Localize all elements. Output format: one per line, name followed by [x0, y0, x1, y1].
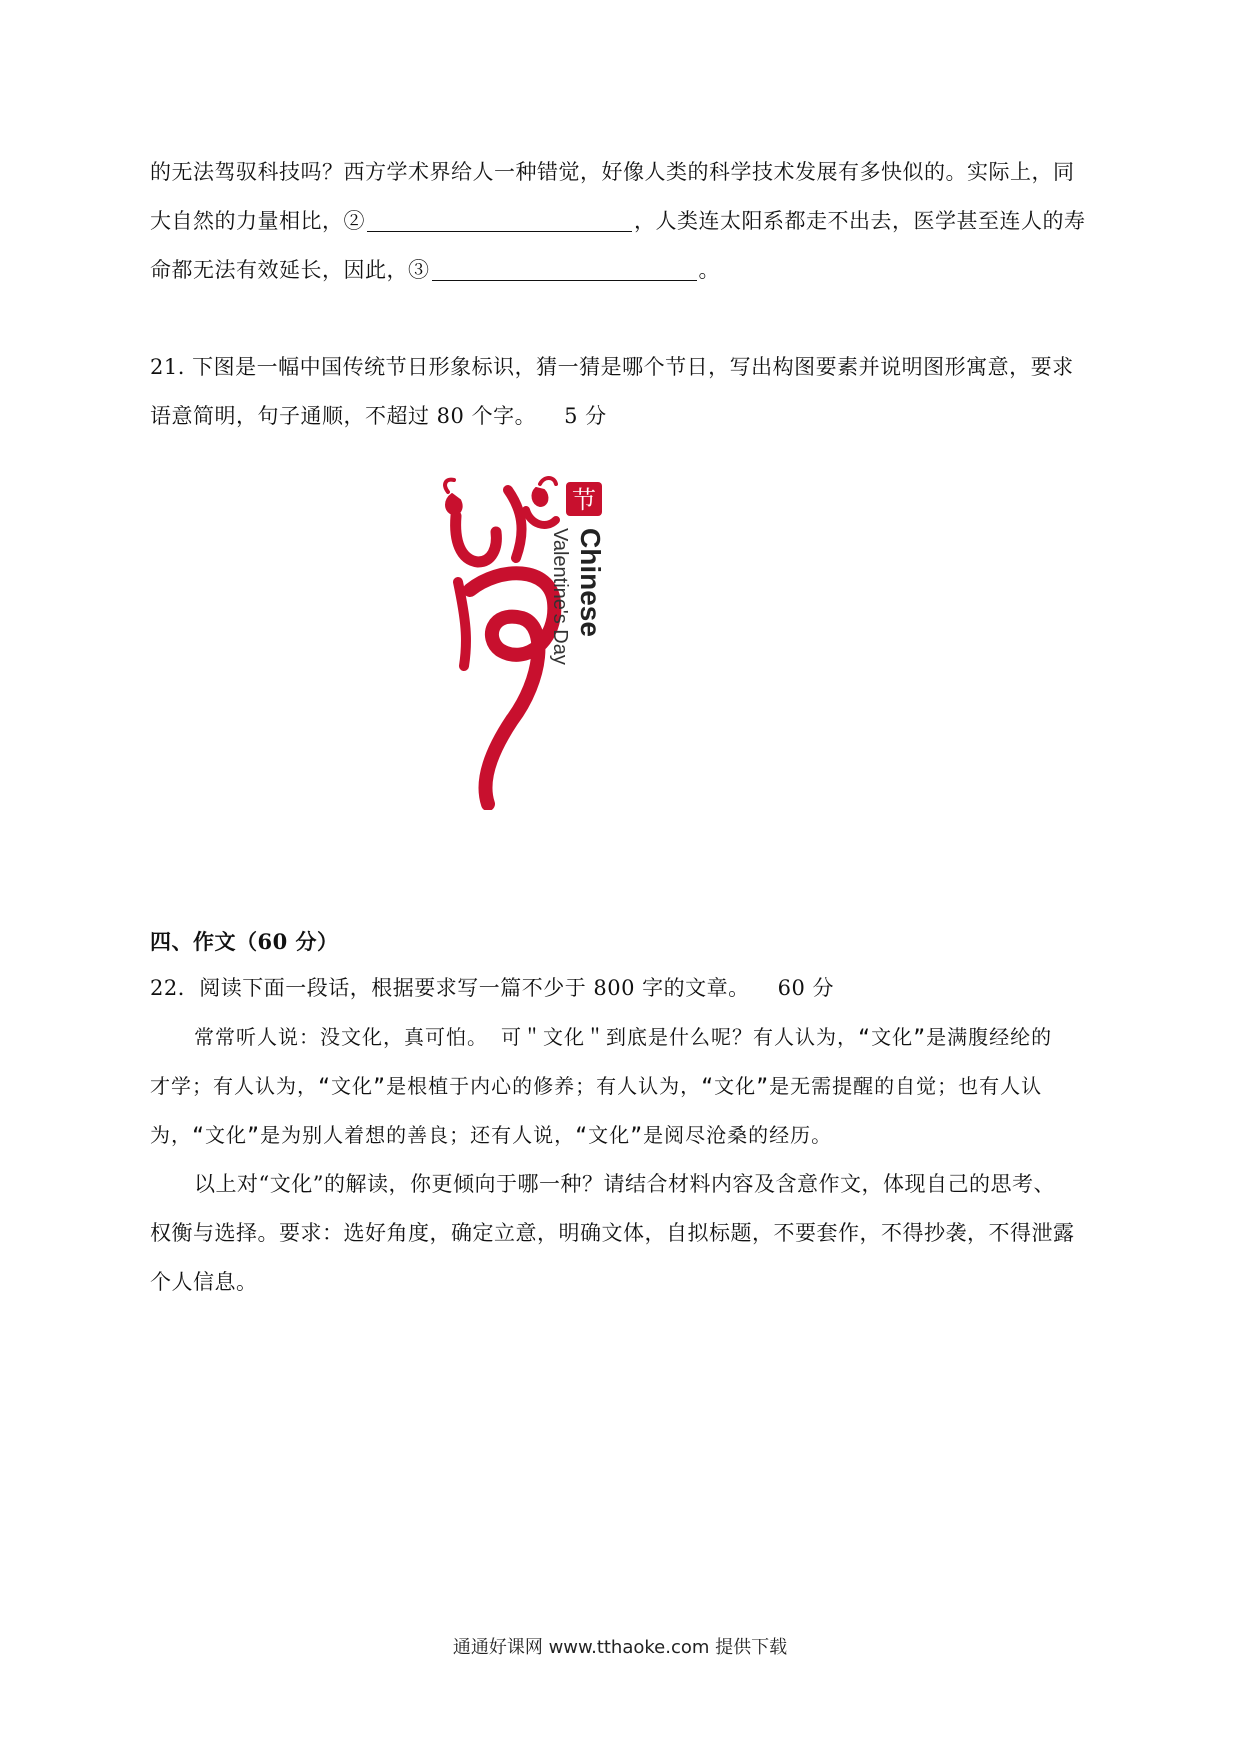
- continuation-line-1: 的无法驾驭科技吗？西方学术界给人一种错觉，好像人类的科学技术发展有多快似的。实际上，同: [150, 160, 1075, 184]
- continuation-line-3: [150, 246, 1100, 295]
- continuation-line-3-start: 命都无法有效延长，因此，③: [150, 258, 430, 282]
- question-22: [150, 964, 1100, 1013]
- prompt-line-1: 以上对“文化”的解读，你更倾向于哪一种？请结合材料内容及含意作文，体现自己的思考、: [194, 1172, 1055, 1196]
- question-21-text: 语意简明，句子通顺，不超过 80 个字。: [150, 404, 537, 428]
- question-22-score: 60 分: [777, 976, 835, 1000]
- essay-material: [150, 1013, 1100, 1160]
- answer-blank-2[interactable]: [367, 209, 632, 232]
- question-22-line: [150, 964, 1100, 1013]
- answer-blank-3[interactable]: [432, 258, 697, 281]
- continuation-paragraph: [150, 148, 1100, 295]
- continuation-line-2: [150, 197, 1100, 246]
- logo-word-valentines: Valentine's Day: [549, 528, 571, 665]
- question-21-line-2: [150, 392, 1100, 441]
- question-21-score: 5 分: [564, 404, 607, 428]
- prompt-line-2: 权衡与选择。要求：选好角度，确定立意，明确文体，自拟标题，不要套作，不得抄袭，不得泄露: [150, 1221, 1075, 1245]
- continuation-line-2-end: ，人类连太阳系都走不出去，医学甚至连人的寿: [634, 209, 1086, 233]
- section-heading: [150, 917, 1100, 966]
- badge-char: 节: [572, 486, 596, 514]
- question-21-line-1: 21. 下图是一幅中国传统节日形象标识，猜一猜是哪个节日，写出构图要素并说明图形寓意，要求: [150, 355, 1074, 379]
- festival-logo: [430, 470, 670, 810]
- continuation-line-3-end: 。: [698, 258, 720, 282]
- material-line-2: 才学；有人认为，“文化”是根植于内心的修养；有人认为，“文化”是无需提醒的自觉；也有人认: [150, 1074, 1043, 1098]
- prompt-line-3: 个人信息。: [150, 1270, 258, 1294]
- page-footer: 通通好课网 www.tthaoke.com 提供下载: [452, 1637, 788, 1658]
- material-line-1: 常常听人说：没文化，真可怕。 可＂文化＂到底是什么呢？有人认为，“文化”是满腹经纶的: [194, 1025, 1053, 1049]
- logo-word-chinese: Chinese: [575, 528, 606, 637]
- continuation-line-2-start: 大自然的力量相比，②: [150, 209, 365, 233]
- section-4-title: 四、作文（60 分）: [150, 929, 339, 954]
- essay-prompt: [150, 1160, 1100, 1307]
- question-22-text: 22．阅读下面一段话，根据要求写一篇不少于 800 字的文章。: [150, 976, 750, 1000]
- calligraphy-figure-icon: [445, 478, 556, 804]
- material-line-3: 为，“文化”是为别人着想的善良；还有人说，“文化”是阅尽沧桑的经历。: [150, 1123, 833, 1147]
- question-21: [150, 343, 1100, 441]
